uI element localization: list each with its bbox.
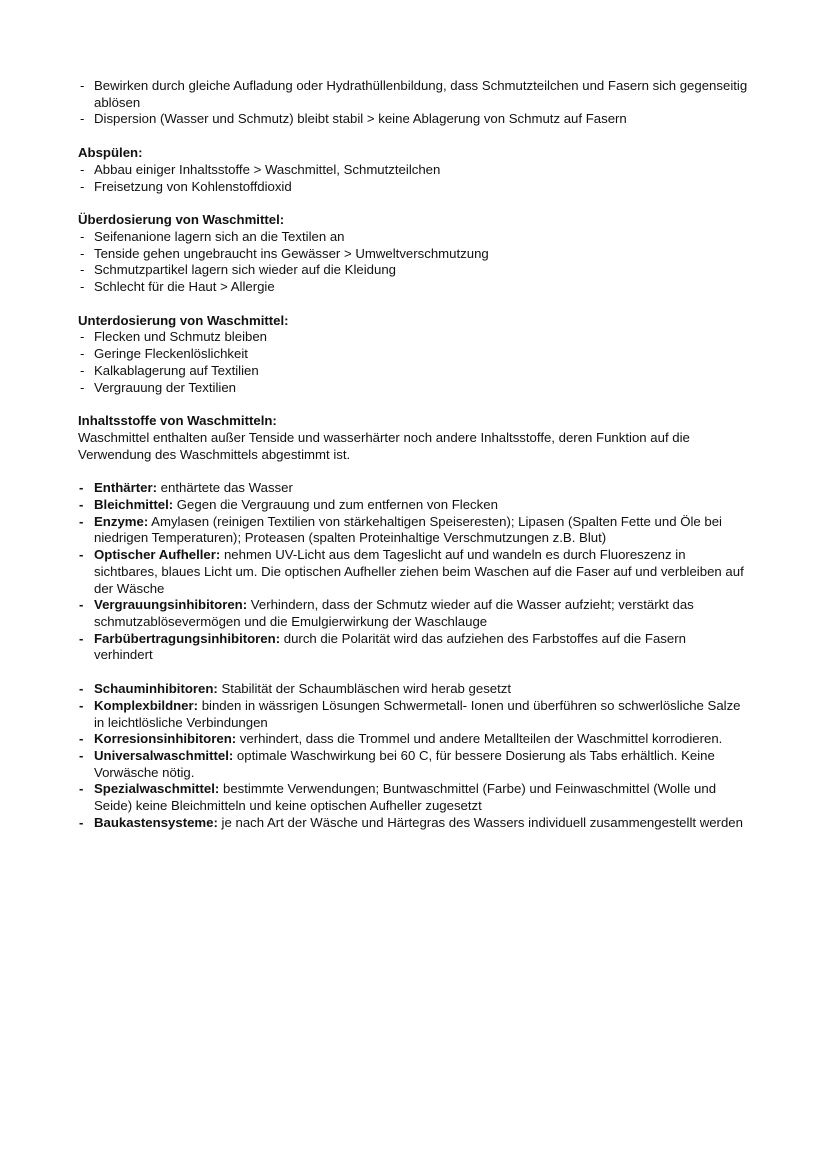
term-label: Farbübertragungsinhibitoren: (94, 630, 281, 646)
list-item: - Schlecht für die Haut > Allergie (80, 279, 275, 295)
list-item: - Schmutzpartikel lagern sich wieder auf die Kleidung (80, 262, 397, 278)
section-heading: Abspülen: (78, 145, 143, 161)
ingredient-list-2 (78, 681, 748, 831)
bullet-dash: - (79, 513, 84, 529)
bullet-dash: - (79, 480, 84, 496)
section-abspuelen (78, 145, 748, 195)
bullet-dash: - (79, 630, 84, 646)
list-item: - Seifenanione lagern sich an die Textilen an (80, 228, 345, 244)
ingredient-list-1 (78, 480, 748, 664)
list-item: - Bewirken durch gleiche Aufladung oder Hydrathüllenbildung, dass Schmutzteilchen und Fasern sich gegenseitig ablösen (80, 78, 748, 110)
term-label: Baukastensysteme: (94, 814, 218, 830)
bullet-dash: - (79, 781, 84, 797)
term-label: Enzyme: (94, 513, 149, 529)
bullet-dash: - (79, 497, 84, 513)
bullet-dash: - (80, 78, 85, 93)
term-label: Universalwaschmittel: (94, 747, 234, 763)
term-label: Schauminhibitoren: (94, 681, 218, 697)
term-label: Spezialwaschmittel: (94, 781, 220, 797)
bullet-dash: - (79, 731, 84, 747)
term-label: Komplexbildner: (94, 697, 199, 713)
list-item (78, 748, 748, 781)
bullet-dash: - (79, 547, 84, 563)
list-item (78, 597, 748, 630)
term-description: binden in wässrigen Lösungen Schwermetall- Ionen und überführen so schwerlösliche Salze in leichtlösliche Verbindungen (94, 697, 741, 730)
list-item: - Vergrauung der Textilien (80, 379, 236, 395)
term-description: nehmen UV-Licht aus dem Tageslicht auf und wandeln es durch Fluoreszenz in sichtbares, blaues Licht um. Die optischen Aufheller ziehen beim Waschen auf die Faser auf und verbleiben auf der Wäsche (94, 547, 744, 596)
list-item (78, 547, 748, 597)
list-item (78, 480, 748, 497)
list-item (78, 781, 748, 814)
term-description: bestimmte Verwendungen; Buntwaschmittel (Farbe) und Feinwaschmittel (Wolle und Seide) keine Bleichmitteln und keine optischen Aufheller zugesetzt (94, 781, 717, 814)
list-item: - Dispersion (Wasser und Schmutz) bleibt stabil > keine Ablagerung von Schmutz auf Fasern (80, 111, 627, 127)
term-description: optimale Waschwirkung bei 60 C, für bessere Dosierung als Tabs erhältlich. Keine Vorwäsche nötig. (94, 747, 715, 780)
list-item (78, 731, 748, 748)
bullet-dash: - (80, 111, 85, 127)
list-item (78, 514, 748, 547)
list-item (78, 631, 748, 664)
term-description: Gegen die Vergrauung und zum entfernen von Flecken (173, 497, 498, 513)
section-ueberdosierung (78, 212, 748, 296)
term-description: Amylasen (reinigen Textilien von stärkehaltigen Speiseresten); Lipasen (Spalten Fette und Öle bei niedrigen Temperaturen); Proteasen (spalten Proteinhaltige Verschmutzungen z.B. Blut) (94, 513, 722, 546)
section-heading: Inhaltsstoffe von Waschmitteln: (78, 413, 277, 429)
bullet-dash: - (79, 814, 84, 830)
term-label: Korresionsinhibitoren: (94, 731, 237, 747)
intro-list (78, 78, 748, 128)
list-item (78, 815, 748, 832)
section-heading: Unterdosierung von Waschmittel: (78, 312, 289, 328)
section-inhaltsstoffe (78, 413, 748, 831)
list-item: - Abbau einiger Inhaltsstoffe > Waschmittel, Schmutzteilchen (80, 161, 441, 177)
list-item: - Freisetzung von Kohlenstoffdioxid (80, 178, 292, 194)
term-description: enthärtete das Wasser (157, 480, 293, 496)
list-item: - Kalkablagerung auf Textilien (80, 362, 259, 378)
term-description: Stabilität der Schaumbläschen wird herab gesetzt (217, 681, 512, 697)
list-item: - Flecken und Schmutz bleiben (80, 329, 268, 345)
term-label: Enthärter: (94, 480, 158, 496)
term-description: je nach Art der Wäsche und Härtegras des Wassers individuell zusammengestellt werden (217, 814, 743, 830)
document-page (78, 78, 748, 831)
section-unterdosierung (78, 313, 748, 397)
intro-paragraph: Waschmittel enthalten außer Tenside und wasserhärter noch andere Inhaltsstoffe, deren Funktion auf die Verwendung des Waschmittels abgestimmt ist. (78, 429, 690, 462)
list-item (78, 497, 748, 514)
list-item: - Geringe Fleckenlöslichkeit (80, 346, 248, 362)
term-label: Optischer Aufheller: (94, 547, 221, 563)
term-description: Verhindern, dass der Schmutz wieder auf die Wasser aufzieht; verstärkt das schmutzablösevermögen und die Emulgierwirkung der Waschlauge (94, 597, 694, 629)
list-item (78, 681, 748, 698)
term-label: Bleichmittel: (94, 497, 174, 513)
list-item (78, 698, 748, 731)
bullet-dash: - (79, 747, 84, 763)
bullet-dash: - (79, 597, 84, 613)
bullet-dash: - (79, 697, 84, 713)
term-label: Vergrauungsinhibitoren: (94, 597, 248, 613)
term-description: verhindert, dass die Trommel und andere Metallteilen der Waschmittel korrodieren. (236, 731, 723, 747)
term-description: durch die Polarität wird das aufziehen des Farbstoffes auf die Fasern verhindert (94, 630, 686, 663)
bullet-dash: - (79, 681, 84, 697)
list-item: - Tenside gehen ungebraucht ins Gewässer > Umweltverschmutzung (80, 245, 489, 261)
section-heading: Überdosierung von Waschmittel: (78, 212, 285, 228)
